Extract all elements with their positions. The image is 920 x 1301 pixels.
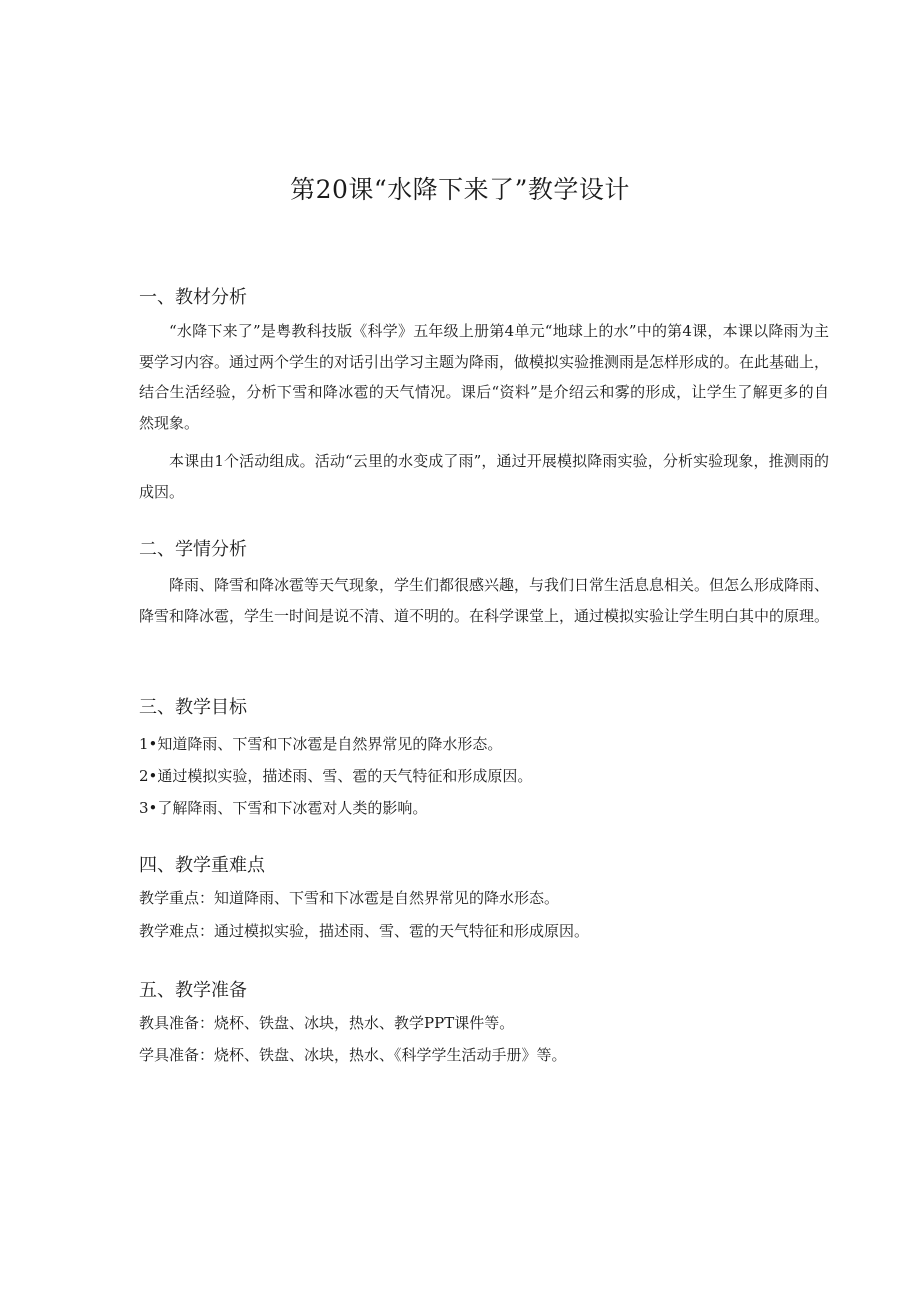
page-title: 第20课“水降下来了”教学设计 <box>290 175 630 204</box>
paragraph-activity-overview: 本课由1个活动组成。活动“云里的水变成了雨”，通过开展模拟降雨实验，分析实验现象，推测雨的成因。 <box>139 452 829 501</box>
paragraph-textbook-overview: “水降下来了”是粤教科技版《科学》五年级上册第4单元“地球上的水”中的第4课，本课以降雨为主要学习内容。通过两个学生的对话引出学习主题为降雨，做模拟实验推测雨是怎样形成的。在此基础上，结合生活经验，分析下雪和降冰雹的天气情况。课后“资料”是介绍云和雾的形成，让学生了解更多的自然现象。 <box>139 322 830 433</box>
goal-item: 2•通过模拟实验，描述雨、雪、雹的天气特征和形成原因。 <box>139 767 533 785</box>
key-point: 教学重点：知道降雨、下雪和下冰雹是自然界常见的降水形态。 <box>139 889 560 907</box>
section-heading-teaching-preparation: 五、教学准备 <box>139 980 247 1001</box>
difficult-point: 教学难点：通过模拟实验，描述雨、雪、雹的天气特征和形成原因。 <box>139 922 590 940</box>
goal-item: 3•了解降雨、下雪和下冰雹对人类的影响。 <box>139 799 428 817</box>
section-heading-teaching-goals: 三、教学目标 <box>139 697 247 718</box>
teacher-materials: 教具准备：烧杯、铁盘、冰块，热水、教学PPT课件等。 <box>139 1014 515 1032</box>
goal-item: 1•知道降雨、下雪和下冰雹是自然界常见的降水形态。 <box>139 735 503 753</box>
section-heading-student-analysis: 二、学情分析 <box>139 539 247 560</box>
paragraph-student-analysis: 降雨、降雪和降冰雹等天气现象，学生们都很感兴趣，与我们日常生活息息相关。但怎么形成降雨、降雪和降冰雹，学生一时间是说不清、道不明的。在科学课堂上，通过模拟实验让学生明白其中的原理。 <box>139 576 830 625</box>
section-heading-textbook-analysis: 一、教材分析 <box>139 287 247 308</box>
student-materials: 学具准备：烧杯、铁盘、冰块，热水、《科学学生活动手册》等。 <box>139 1046 567 1064</box>
section-heading-key-difficult-points: 四、教学重难点 <box>139 855 265 876</box>
